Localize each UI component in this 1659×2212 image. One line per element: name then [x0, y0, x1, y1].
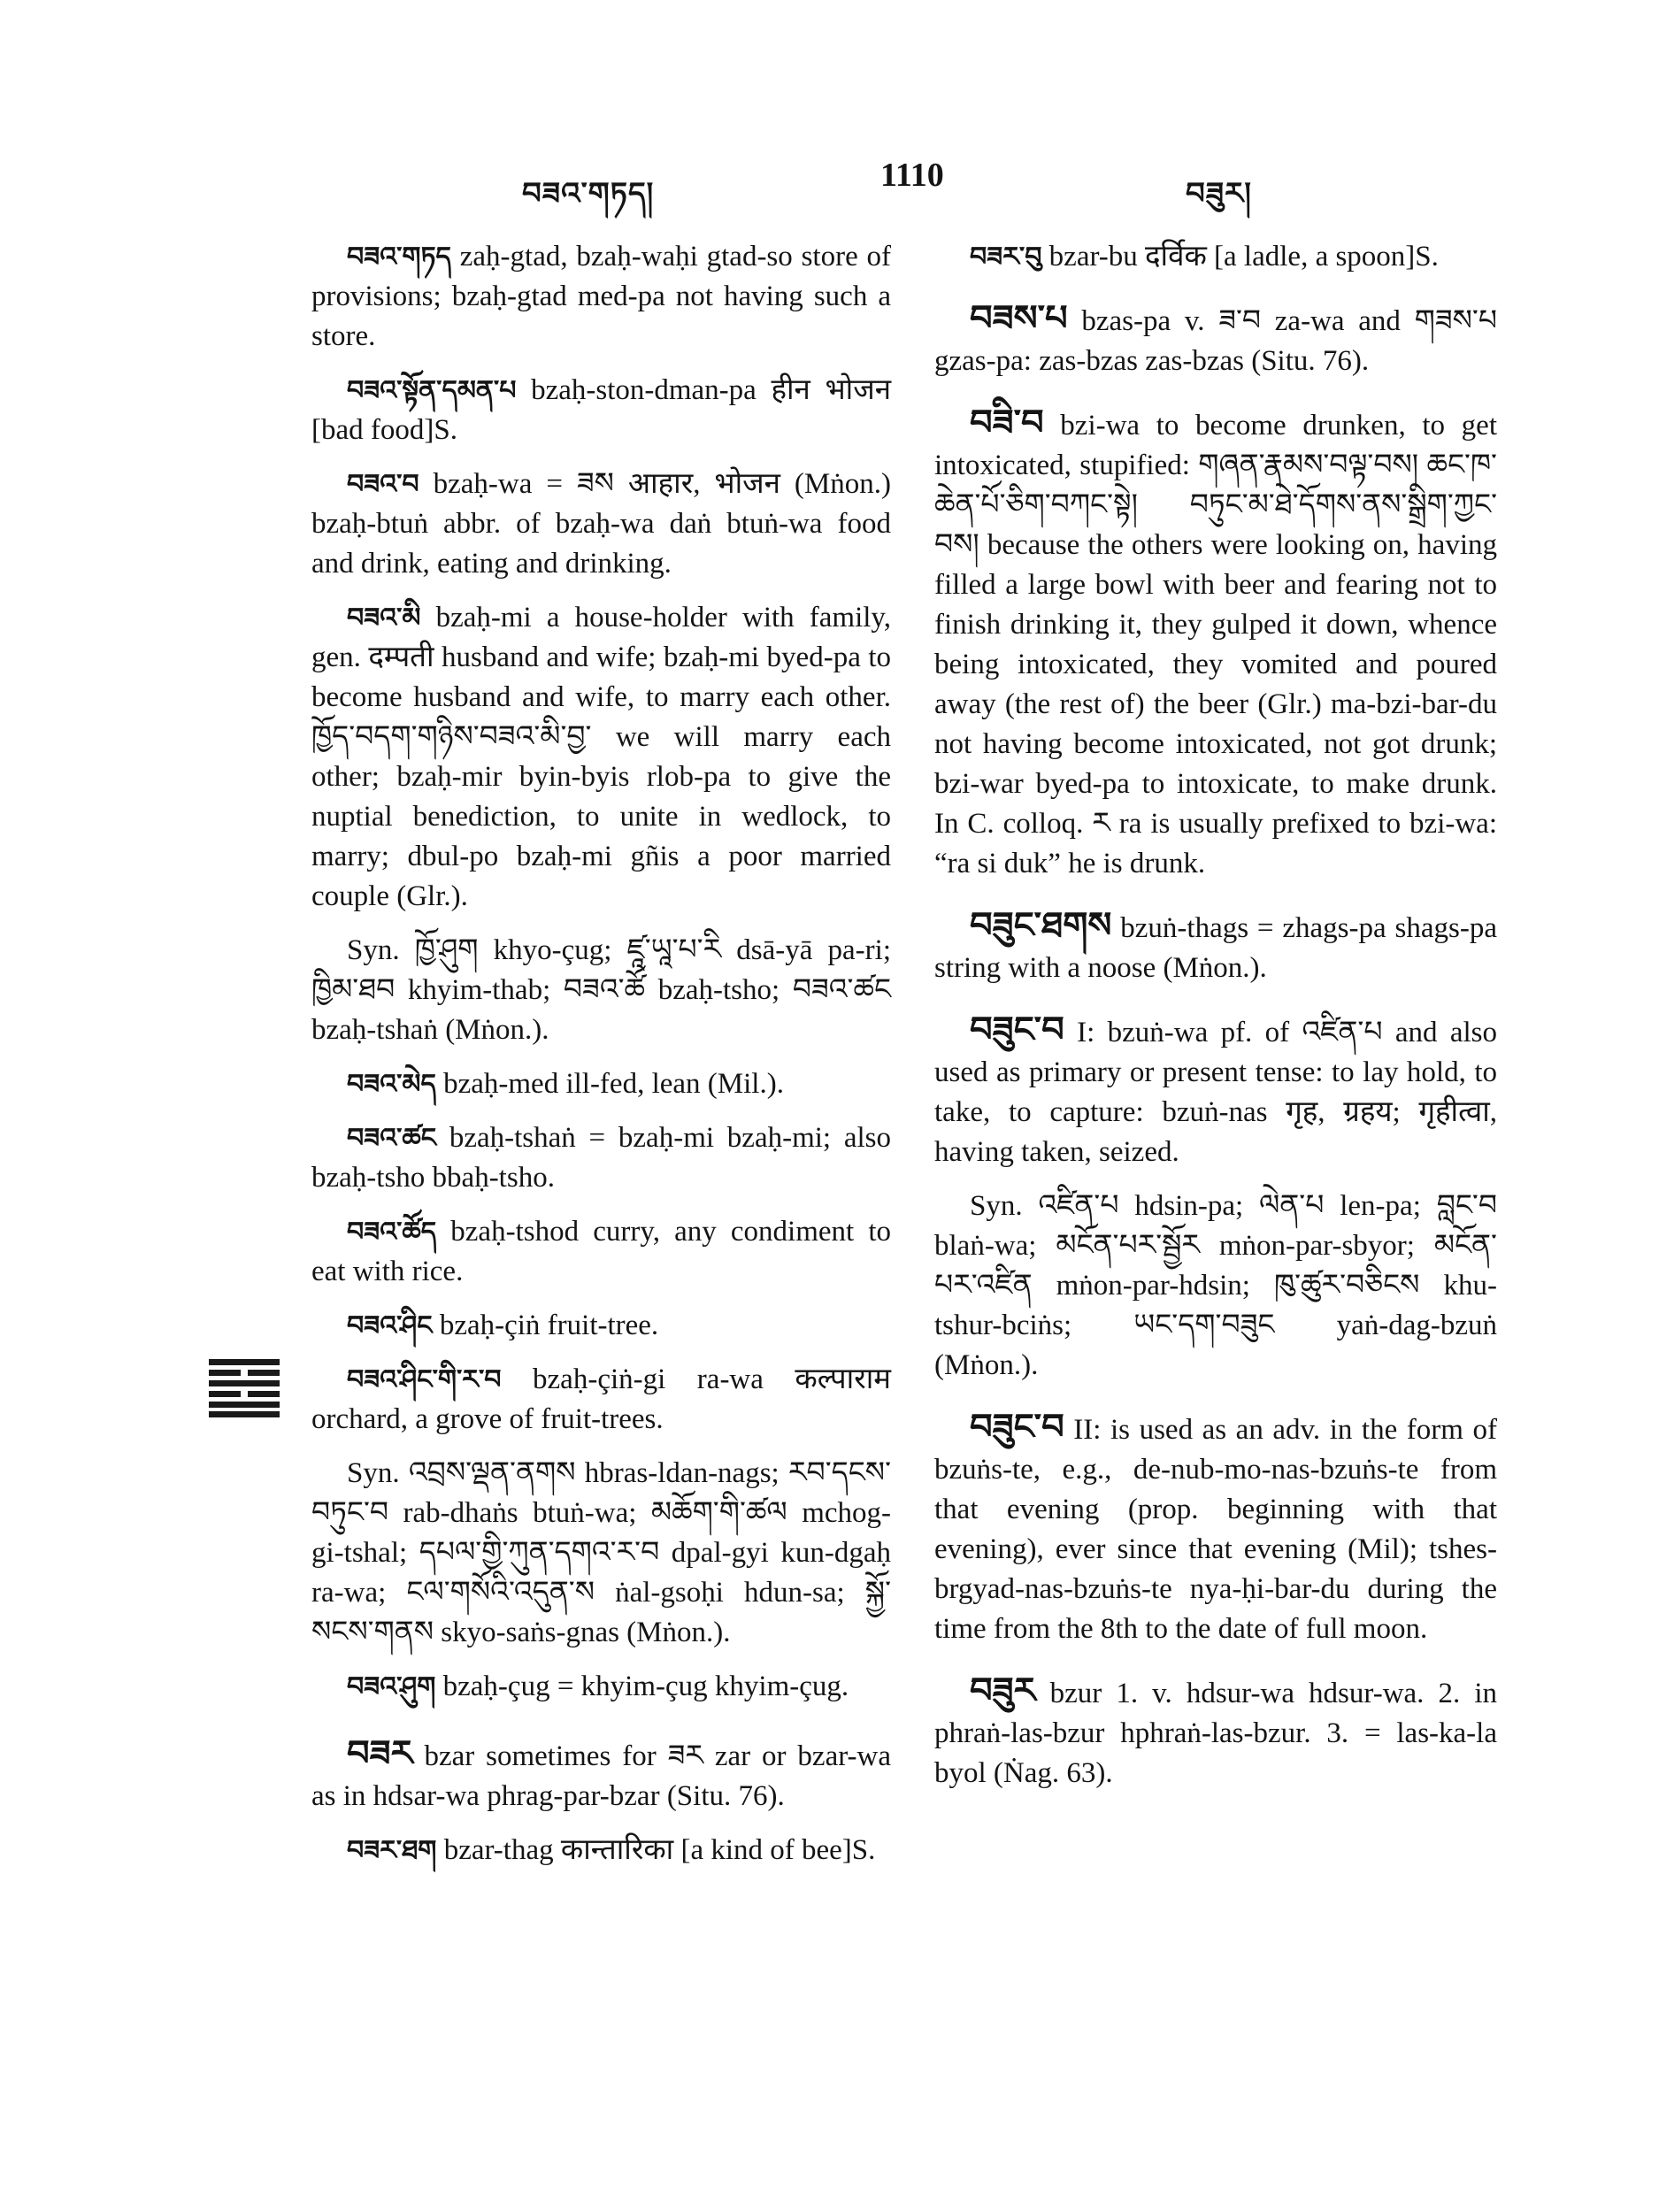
- dictionary-entry: [934, 237, 1497, 277]
- entry-text: bzaḥ-çug = khyim-çug khyim-çug.: [442, 1671, 849, 1702]
- synonyms-entry: [934, 1187, 1497, 1386]
- dictionary-entry: [934, 1671, 1497, 1793]
- entry-text: I: bzuṅ-wa pf. of འཛིན་པ and also used as primary or present tense: to lay hold, to take, to capture: bzuṅ-nas गृह, ग्रहय; गृहीत्वा, having taken, seized.: [934, 1017, 1498, 1168]
- tibetan-headword: བཟའ་སྟོན་དམན་པ: [347, 376, 517, 405]
- tibetan-headword: བཟི་བ: [970, 403, 1044, 442]
- entry-text: Syn. འབྲས་ལྡན་ནགས hbras-ldan-nags; རབ་དངས་བཏུང་བ rab-dhaṅs btuṅ-wa; མཆོག་གི་ཚལ mchog-gi-tshal; དཔལ་གྱི་ཀུན་དགའ་ར་བ dpal-gyi kun-dgaḥ ra-wa; ངལ་གསོའི་འདུན་ས ṅal-gsoḥi hdun-sa; སྐྱོ་སངས་གནས skyo-saṅs-gnas (Mṅon.).: [311, 1457, 891, 1648]
- synonyms-entry: [311, 1454, 891, 1653]
- left-column: [311, 237, 891, 1885]
- entry-text: bzi-wa to become drunken, to get intoxicated, stupified: གཞན་རྣམས་བལྟ་བས། ཆང་ཁ་ཆེན་པོ་ཅིག་བཀང་སྟེ། བཏུང་མ་ཐེ་དོགས་ནས་སྒྲིག་ཀྱང་བས། because the others were looking on, having filled a large bowl with beer and fearing not to finish drinking it, they gulped it down, whence being intoxicated, they vomited and poured away (the rest of) the beer (Glr.) ma-bzi-bar-du not having become intoxicated, not got drunk; bzi-war byed-pa to intoxicate, to make drunk. In C. colloq. ར ra is usually prefixed to bzi-wa: “ra si duk” he is drunk.: [934, 410, 1497, 879]
- tibetan-headword: བཟུར: [970, 1671, 1036, 1710]
- tibetan-headword: བཟུང་བ: [970, 1407, 1064, 1447]
- tibetan-headword: བཟའ་མེད: [347, 1070, 436, 1099]
- dictionary-entry: [934, 1010, 1497, 1172]
- entry-text: bzas-pa v. ཟ་བ za-wa and གཟས་པ gzas-pa: zas-bzas zas-bzas (Situ. 76).: [934, 305, 1498, 377]
- entry-text: bzar sometimes for ཟར zar or bzar-wa as in hdsar-wa phrag-par-bzar (Situ. 76).: [311, 1740, 892, 1812]
- dictionary-entry: [311, 465, 891, 584]
- page-number: 1110: [880, 157, 944, 194]
- dictionary-entry: [311, 1306, 891, 1346]
- entry-text: bzaḥ-tshod curry, any condiment to eat with rice.: [311, 1216, 891, 1287]
- entry-text: bzar-thag कान्तारिका [a kind of bee]S.: [443, 1834, 876, 1866]
- tibetan-headword: བཟར: [347, 1733, 413, 1773]
- dictionary-entry: [311, 237, 891, 357]
- entry-text: bzaḥ-ston-dman-pa हीन भोजन [bad food]S.: [311, 374, 892, 446]
- tibetan-headword: བཟས་པ: [970, 298, 1068, 338]
- tibetan-headword: བཟའ་བ: [347, 470, 419, 499]
- page-header: [0, 159, 1659, 212]
- right-column: [934, 237, 1497, 1808]
- tibetan-headword: བཟར་ཐག: [347, 1836, 437, 1865]
- tibetan-headword: བཟའ་ཚང: [347, 1124, 437, 1153]
- entry-text: bzaḥ-med ill-fed, lean (Mil.).: [443, 1068, 784, 1100]
- dictionary-entry: [311, 1831, 891, 1870]
- dictionary-entry: [311, 1212, 891, 1292]
- dictionary-entry: [311, 1667, 891, 1707]
- dictionary-entry: [311, 1733, 891, 1816]
- tibetan-headword: བཟའ་ཤིང: [347, 1311, 433, 1340]
- dictionary-entry: [311, 371, 891, 450]
- entry-text: bzaḥ-çiṅ fruit-tree.: [439, 1310, 659, 1341]
- dictionary-entry: [934, 905, 1497, 988]
- entry-text: bzaḥ-wa = ཟས आहार, भोजन (Mṅon.) bzaḥ-btuṅ abbr. of bzaḥ-wa daṅ btuṅ-wa food and drink, eating and drinking.: [311, 468, 892, 580]
- tibetan-headword: བཟའ་མི: [347, 603, 421, 633]
- entry-text: II: is used as an adv. in the form of bzuṅs-te, e.g., de-nub-mo-nas-bzuṅs-te from that evening (prop. beginning with that evening), ever since that evening (Mil); tshes-brgyad-nas-bzuṅs-te nya-ḥi-bar-du during the time from the 8th to the date of full moon.: [934, 1414, 1497, 1645]
- dictionary-entry: [934, 403, 1497, 884]
- entry-text: Syn. འཛིན་པ hdsin-pa; ལེན་པ len-pa; བླང་བ blaṅ-wa; མངོན་པར་སྦྱོར mṅon-par-sbyor; མངོན་པར་འཛིན mṅon-par-hdsin; ཁུ་ཚུར་བཅིངས khu-tshur-bciṅs; ཡང་དག་བཟུང yaṅ-dag-bzuṅ (Mṅon.).: [934, 1190, 1497, 1381]
- entry-text: zaḥ-gtad, bzaḥ-waḥi gtad-so store of provisions; bzaḥ-gtad med-pa not having such a store.: [311, 241, 892, 352]
- entry-text: bzuṅ-thags = zhags-pa shags-pa string with a noose (Mṅon.).: [934, 912, 1497, 984]
- tibetan-headword: བཟུང་ཐགས: [970, 905, 1112, 945]
- margin-section-marker-icon: [209, 1359, 280, 1417]
- tibetan-headword: བཟའ་ཚོད: [347, 1217, 437, 1247]
- left-running-headword: བཟའ་གཏད།: [522, 178, 655, 211]
- dictionary-entry: [311, 1360, 891, 1440]
- tibetan-headword: བཟར་བུ: [970, 242, 1042, 272]
- synonyms-entry: [311, 931, 891, 1050]
- dictionary-entry: [934, 1407, 1497, 1649]
- entry-text: Syn. ཁྱོ་ཤུག khyo-çug; ཛཱ་ཡཱ་པ་རི dsā-yā pa-ri; ཁྱིམ་ཐབ khyim-thab; བཟའ་ཚོ bzaḥ-tsho; བཟའ་ཚང bzaḥ-tshaṅ (Mṅon.).: [311, 934, 891, 1046]
- dictionary-entry: [934, 298, 1497, 381]
- entry-text: bzaḥ-tshaṅ = bzaḥ-mi bzaḥ-mi; also bzaḥ-tsho bbaḥ-tsho.: [311, 1122, 891, 1194]
- tibetan-headword: བཟའ་གཏད: [347, 242, 451, 272]
- dictionary-entry: [311, 598, 891, 917]
- entry-text: bzur 1. v. hdsur-wa hdsur-wa. 2. in phraṅ-las-bzur hphraṅ-las-bzur. 3. = las-ka-la byol (Ṅag. 63).: [934, 1678, 1497, 1789]
- entry-text: bzaḥ-çiṅ-gi ra-wa कल्पाराम orchard, a grove of fruit-trees.: [311, 1363, 891, 1435]
- tibetan-headword: བཟའ་ཤིང་གི་ར་བ: [347, 1365, 502, 1394]
- tibetan-headword: བཟུང་བ: [970, 1010, 1064, 1049]
- tibetan-headword: བཟའ་ཤུག: [347, 1672, 436, 1701]
- entry-text: bzar-bu दर्विक [a ladle, a spoon]S.: [1048, 241, 1439, 273]
- right-running-headword: བཟུར།: [1186, 178, 1252, 211]
- entry-text: bzaḥ-mi a house-holder with family, gen. दम्पती husband and wife; bzaḥ-mi byed-pa to become husband and wife, to marry each other. ཁྱོད་བདག་གཉིས་བཟའ་མི་བྱ་ we will marry each other; bzaḥ-mir byin-byis rlob-pa to give the nuptial benediction, to unite in wedlock, to marry; dbul-po bzaḥ-mi gñis a poor married couple (Glr.).: [311, 602, 892, 912]
- dictionary-entry: [311, 1118, 891, 1198]
- dictionary-entry: [311, 1064, 891, 1104]
